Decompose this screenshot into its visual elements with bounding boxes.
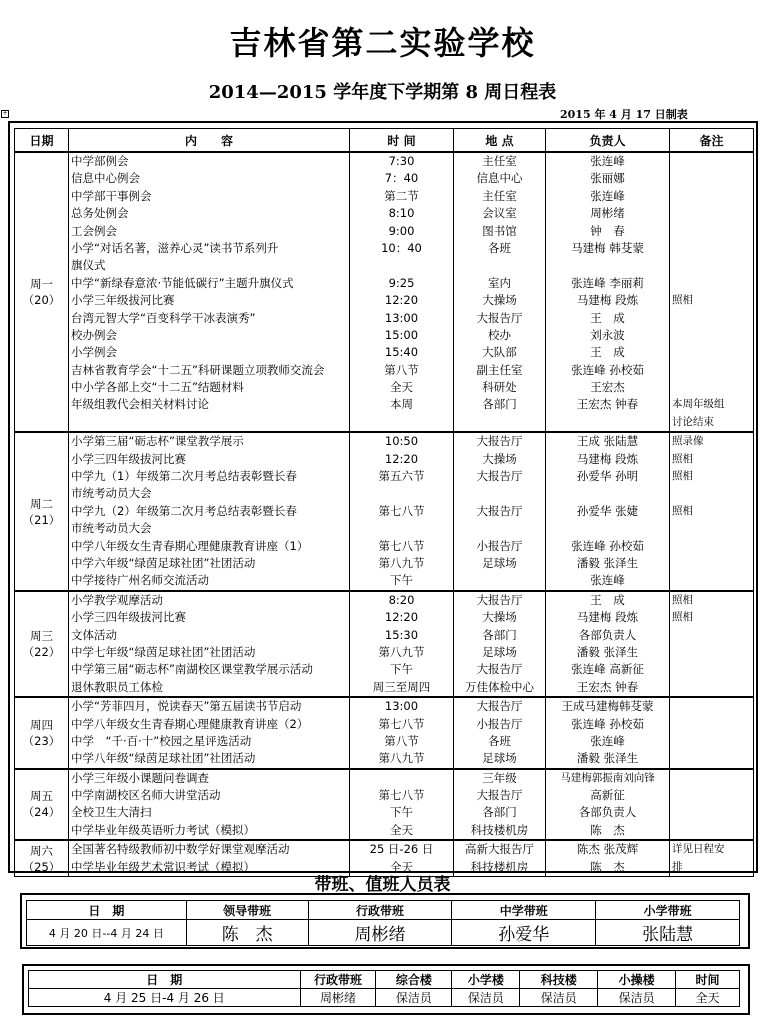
content-line: 年级组教代会相关材料讨论: [71, 397, 209, 412]
content-line: 小学教学观摩活动: [71, 592, 163, 607]
content-line: [71, 414, 347, 431]
note-line: [672, 188, 751, 205]
duty2-v-admin: 周彬绪: [300, 989, 376, 1007]
person-line: [548, 257, 667, 274]
table-header-row: [15, 129, 754, 153]
day-date: （24）: [22, 805, 61, 820]
place-line: 副主任室: [476, 362, 523, 377]
day-name: 周一: [30, 277, 53, 292]
time-line: [352, 520, 451, 537]
duty2-v-tech-bldg: 保洁员: [520, 989, 598, 1007]
duty2-value-row: [29, 989, 740, 1007]
person-cell: [546, 591, 670, 697]
note-line: [672, 787, 751, 804]
day-name: 周三: [30, 628, 53, 643]
place-cell: [454, 769, 546, 841]
person-cell: [546, 769, 670, 841]
duty2-v-gym-bldg: 保洁员: [598, 989, 676, 1007]
day-name: 周二: [30, 496, 53, 511]
duty2-h-time: 时间: [676, 971, 740, 989]
person-line: 钟 春: [590, 223, 625, 238]
note-line: 照相: [672, 504, 693, 517]
place-line: 各部门: [482, 627, 517, 642]
content-line: 中学毕业年级英语听力考试（模拟）: [71, 822, 255, 837]
content-cell: [69, 591, 350, 697]
time-line: 全天: [390, 380, 413, 395]
place-line: 小报告厅: [476, 538, 523, 553]
content-line: 中学 “千·百·十”校园之星评选活动: [71, 733, 252, 748]
content-line: 工会例会: [71, 223, 117, 238]
note-cell: [670, 432, 754, 591]
content-line: 中学毕业年级艺术常识考试（模拟）: [71, 859, 255, 874]
place-line: 校办: [488, 327, 511, 342]
person-line: 张连峰: [590, 733, 625, 748]
content-line: 中学七年级“绿茵足球社团”社团活动: [71, 644, 256, 659]
duty2-h-date: 日 期: [29, 971, 301, 989]
place-line: [456, 520, 543, 537]
duty1-v-date: 4 月 20 日--4 月 24 日: [27, 920, 187, 946]
note-line: 本周年级组: [672, 398, 725, 411]
duty1-value-row: [27, 920, 740, 946]
note-line: [672, 275, 751, 292]
note-line: [672, 310, 751, 327]
day-name: 周六: [30, 843, 53, 858]
time-line: 12:20: [384, 451, 419, 466]
time-line: 13:00: [384, 310, 419, 325]
person-line: 各部负责人: [578, 627, 637, 642]
time-cell: [350, 769, 454, 841]
person-line: 王宏杰 钟春: [576, 679, 639, 694]
place-line: 科技楼机房: [470, 859, 529, 874]
time-line: 下午: [390, 662, 413, 677]
note-line: [672, 538, 751, 555]
content-line: 中学接待广州名师交流活动: [71, 573, 209, 588]
person-line: 王 成: [590, 310, 625, 325]
content-line: 中学九（2）年级第二次月考总结表彰暨长春: [71, 503, 297, 518]
person-line: 王成马建梅韩芟蒙: [561, 699, 654, 714]
day-date: （20）: [22, 293, 61, 308]
time-cell: [350, 591, 454, 697]
note-cell: [670, 697, 754, 769]
time-line: 下午: [390, 805, 413, 820]
duty1-h-admin: 行政带班: [308, 901, 452, 920]
header-place: 地 点: [454, 129, 546, 153]
person-line: 刘永波: [590, 327, 625, 342]
person-line: 张连峰 孙校茹: [571, 538, 644, 553]
duty2-v-date: 4 月 25 日-4 月 26 日: [29, 989, 301, 1007]
person-line: 张连峰: [590, 188, 625, 203]
note-line: [672, 362, 751, 379]
note-line: [672, 205, 751, 222]
person-line: 王宏杰: [590, 380, 625, 395]
place-line: 大报告厅: [476, 503, 523, 518]
time-line: [352, 770, 451, 787]
time-line: 7：40: [384, 171, 419, 186]
content-line: 小学三年级小课题问卷调查: [71, 770, 209, 785]
time-line: 13:00: [384, 699, 419, 714]
table-anchor-icon[interactable]: +: [2, 110, 8, 117]
note-line: 照录像: [672, 435, 704, 448]
place-cell: [454, 432, 546, 591]
content-cell: [69, 769, 350, 841]
note-line: [672, 627, 751, 644]
day-cell: [15, 432, 69, 591]
person-line: 潘毅 张泽生: [576, 644, 639, 659]
header-date: 日期: [15, 129, 69, 153]
content-line: 小学“芳菲四月，悦读春天”第五届读书节启动: [71, 699, 302, 714]
person-line: 马建梅郭振南刘向锋: [560, 771, 655, 784]
school-title: 吉林省第二实验学校: [229, 24, 536, 62]
note-line: [672, 750, 751, 767]
person-line: [548, 520, 667, 537]
place-line: 大报告厅: [476, 699, 523, 714]
place-line: 足球场: [482, 555, 517, 570]
content-line: 中学部例会: [71, 154, 129, 168]
time-line: 15:00: [384, 327, 419, 342]
person-cell: [546, 152, 670, 432]
person-line: 潘毅 张泽生: [576, 555, 639, 570]
person-line: 各部负责人: [578, 805, 637, 820]
place-line: 小报告厅: [476, 716, 523, 731]
note-line: 照相: [672, 593, 693, 606]
header-person: 负责人: [546, 129, 670, 153]
note-cell: [670, 769, 754, 841]
content-line: 中学八年级“绿茵足球社团”社团活动: [71, 751, 256, 766]
time-line: 第五六节: [378, 469, 425, 484]
time-line: 12:20: [384, 610, 419, 625]
time-line: 周三至周四: [372, 679, 431, 694]
content-line: 中学南湖校区名师大讲堂活动: [71, 788, 221, 803]
content-line: 中学八年级女生青春期心理健康教育讲座（1）: [71, 538, 309, 553]
place-cell: [454, 152, 546, 432]
day-row: [15, 432, 754, 591]
duty1-header-row: [27, 901, 740, 920]
day-date: （25）: [22, 859, 61, 874]
made-date: 2015 年 4 月 17 日制表: [560, 108, 688, 121]
note-line: [672, 555, 751, 572]
content-line: 中学九（1）年级第二次月考总结表彰暨长春: [71, 469, 297, 484]
place-line: 万佳体检中心: [465, 679, 534, 694]
time-line: 12:20: [384, 293, 419, 308]
note-line: 排: [672, 860, 683, 873]
content-cell: [69, 152, 350, 432]
duty-table-2: [28, 970, 740, 1007]
day-date: （22）: [22, 644, 61, 659]
person-cell: [546, 432, 670, 591]
note-line: [672, 716, 751, 733]
note-cell: [670, 152, 754, 432]
note-line: [672, 223, 751, 240]
place-line: [456, 572, 543, 589]
time-line: [352, 257, 451, 274]
note-line: 照相: [672, 452, 693, 465]
content-line: 吉林省教育学会“十二五”科研课题立项教师交流会: [71, 362, 325, 377]
place-line: 大报告厅: [476, 788, 523, 803]
place-line: 各班: [488, 733, 511, 748]
time-line: 7:30: [388, 154, 415, 168]
note-line: [672, 379, 751, 396]
time-line: 15:30: [384, 627, 419, 642]
time-line: 8:10: [388, 206, 415, 221]
note-line: [672, 698, 751, 715]
time-cell: [350, 152, 454, 432]
person-line: 张丽娜: [590, 171, 625, 186]
person-line: 王成 张陆慧: [576, 434, 639, 449]
note-line: [672, 822, 751, 839]
time-line: [352, 485, 451, 502]
time-line: 第八九节: [378, 644, 425, 659]
note-line: 详见日程安: [672, 843, 725, 856]
note-line: [672, 520, 751, 537]
person-line: 陈 杰: [590, 859, 625, 874]
person-line: 张连峰 孙校茹: [571, 362, 644, 377]
person-line: 高新征: [590, 788, 625, 803]
person-line: 马建梅 段炼: [576, 293, 639, 308]
time-line: 8:20: [388, 592, 415, 607]
day-date: （23）: [22, 733, 61, 748]
schedule-subtitle: 2014—2015 学年度下学期第 8 周日程表: [208, 82, 557, 103]
content-line: 中学部干事例会: [71, 188, 152, 203]
person-line: 张连峰: [590, 573, 625, 588]
header-time: 时 间: [350, 129, 454, 153]
time-line: 全天: [390, 822, 413, 837]
duty1-h-middle: 中学带班: [452, 901, 596, 920]
person-line: 马建梅 韩芟蒙: [571, 240, 644, 255]
place-line: 各部门: [482, 805, 517, 820]
content-line: 市统考动员大会: [71, 521, 152, 536]
place-line: 科研处: [482, 380, 517, 395]
person-line: [548, 414, 667, 431]
person-line: 张连峰 高新征: [571, 662, 644, 677]
content-line: 台湾元智大学“百变科学干冰表演秀”: [71, 310, 256, 325]
place-line: 信息中心: [476, 171, 523, 186]
content-line: 中小学各部上交“十二五”结题材料: [71, 380, 244, 395]
duty2-h-tech-bldg: 科技楼: [520, 971, 598, 989]
duty2-h-complex: 综合楼: [376, 971, 452, 989]
duty1-v-admin: 周彬绪: [308, 920, 452, 946]
place-line: 大报告厅: [476, 434, 523, 449]
place-line: 三年级: [482, 770, 517, 785]
note-line: [672, 679, 751, 696]
header-note: 备注: [670, 129, 754, 153]
person-line: 王 成: [590, 345, 625, 360]
content-line: 小学第三届“砺志杯”课堂教学展示: [71, 434, 244, 449]
duty1-h-date: 日 期: [27, 901, 187, 920]
note-line: [672, 344, 751, 361]
content-line: 中学八年级女生青春期心理健康教育讲座（2）: [71, 716, 309, 731]
note-line: [672, 153, 751, 170]
place-cell: [454, 697, 546, 769]
person-line: 张连峰 李丽莉: [571, 275, 644, 290]
place-line: 大操场: [482, 451, 517, 466]
note-line: [672, 170, 751, 187]
person-line: 王 成: [590, 592, 625, 607]
time-line: [352, 414, 451, 431]
duty2-v-complex: 保洁员: [376, 989, 452, 1007]
day-cell: [15, 591, 69, 697]
time-line: 第七八节: [378, 716, 425, 731]
place-line: 高新大报告厅: [465, 842, 534, 857]
place-line: 大报告厅: [476, 592, 523, 607]
note-cell: [670, 591, 754, 697]
duty2-h-admin: 行政带班: [300, 971, 376, 989]
place-line: 科技楼机房: [470, 822, 529, 837]
place-line: 各部门: [482, 397, 517, 412]
note-line: 照相: [672, 470, 693, 483]
time-line: 第七八节: [378, 788, 425, 803]
person-line: 马建梅 段炼: [576, 451, 639, 466]
place-line: 主任室: [482, 154, 517, 168]
day-row: [15, 152, 754, 432]
place-line: 会议室: [482, 206, 517, 221]
place-cell: [454, 591, 546, 697]
content-line: 小学三四年级拔河比赛: [71, 451, 186, 466]
person-line: 潘毅 张泽生: [576, 751, 639, 766]
note-line: 讨论结束: [672, 415, 714, 428]
place-line: 图书馆: [482, 223, 517, 238]
place-line: [456, 414, 543, 431]
content-line: 文体活动: [71, 627, 117, 642]
note-line: [672, 485, 751, 502]
day-date: （21）: [22, 512, 61, 527]
note-line: [672, 733, 751, 750]
note-line: [672, 644, 751, 661]
day-cell: [15, 769, 69, 841]
note-line: [672, 257, 751, 274]
content-line: 小学“对话名著，滋养心灵”读书节系列升: [71, 240, 279, 255]
place-line: 各班: [488, 240, 511, 255]
person-line: [548, 485, 667, 502]
time-line: 第八节: [384, 733, 419, 748]
note-line: [672, 770, 751, 787]
place-line: 大报告厅: [476, 310, 523, 325]
person-line: 孙爱华 张婕: [576, 503, 639, 518]
duty1-v-leader: 陈 杰: [186, 920, 308, 946]
content-cell: [69, 697, 350, 769]
time-cell: [350, 432, 454, 591]
content-line: 总务处例会: [71, 206, 129, 221]
time-line: 下午: [390, 573, 413, 588]
place-line: 大队部: [482, 345, 517, 360]
time-line: 9:25: [388, 275, 415, 290]
duty1-v-primary: 张陆慧: [596, 920, 740, 946]
content-line: 全国著名特级教师初中数学好课堂观摩活动: [71, 842, 290, 857]
duty-table-1: [26, 900, 740, 946]
duty1-v-middle: 孙爱华: [452, 920, 596, 946]
duty2-h-gym-bldg: 小操楼: [598, 971, 676, 989]
time-line: 10:50: [384, 434, 419, 449]
weekly-schedule-table: [14, 128, 754, 877]
time-line: 15:40: [384, 345, 419, 360]
time-line: 第七八节: [378, 503, 425, 518]
note-line: [672, 804, 751, 821]
day-name: 周五: [30, 789, 53, 804]
person-line: 陈杰 张茂辉: [576, 842, 639, 857]
day-cell: [15, 697, 69, 769]
note-line: 照相: [672, 294, 693, 307]
time-line: 第二节: [384, 188, 419, 203]
person-line: 张连峰 孙校茹: [571, 716, 644, 731]
content-line: 全校卫生大清扫: [71, 805, 152, 820]
duty2-h-primary-bldg: 小学楼: [452, 971, 520, 989]
day-row: [15, 769, 754, 841]
content-line: 市统考动员大会: [71, 486, 152, 501]
person-line: 陈 杰: [590, 822, 625, 837]
person-cell: [546, 697, 670, 769]
time-line: 第七八节: [378, 538, 425, 553]
duty1-h-primary: 小学带班: [596, 901, 740, 920]
time-line: 第八九节: [378, 555, 425, 570]
note-line: [672, 572, 751, 589]
place-line: 主任室: [482, 188, 517, 203]
content-line: 小学三年级拔河比赛: [71, 293, 175, 308]
content-line: 小学三四年级拔河比赛: [71, 610, 186, 625]
header-content: 内 容: [69, 129, 350, 153]
note-line: 照相: [672, 611, 693, 624]
day-name: 周四: [30, 717, 53, 732]
content-cell: [69, 432, 350, 591]
duty1-h-leader: 领导带班: [186, 901, 308, 920]
place-line: 大操场: [482, 610, 517, 625]
content-line: 中学“新绿春意浓·节能低碳行”主题升旗仪式: [71, 275, 294, 290]
person-line: 马建梅 段炼: [576, 610, 639, 625]
note-line: [672, 661, 751, 678]
duty2-header-row: [29, 971, 740, 989]
content-line: 中学六年级“绿茵足球社团”社团活动: [71, 555, 256, 570]
time-line: 本周: [390, 397, 413, 412]
content-line: 信息中心例会: [71, 171, 140, 186]
time-line: 全天: [390, 859, 413, 874]
time-line: 10：40: [381, 240, 422, 255]
time-line: 第八九节: [378, 751, 425, 766]
place-line: 室内: [488, 275, 511, 290]
content-line: 中学第三届“砺志杯”南湖校区课堂教学展示活动: [71, 662, 313, 677]
day-row: [15, 591, 754, 697]
time-line: 9:00: [388, 223, 415, 238]
place-line: 大报告厅: [476, 662, 523, 677]
place-line: 足球场: [482, 751, 517, 766]
content-line: 旗仪式: [71, 258, 106, 273]
time-cell: [350, 697, 454, 769]
place-line: [456, 485, 543, 502]
duty2-v-primary-bldg: 保洁员: [452, 989, 520, 1007]
person-line: 周彬绪: [590, 206, 625, 221]
place-line: 大报告厅: [476, 469, 523, 484]
duty2-v-time: 全天: [676, 989, 740, 1007]
person-line: 孙爱华 孙明: [576, 469, 639, 484]
time-line: 第八节: [384, 362, 419, 377]
day-cell: [15, 152, 69, 432]
place-line: [456, 257, 543, 274]
person-line: 王宏杰 钟春: [576, 397, 639, 412]
place-line: 大操场: [482, 293, 517, 308]
content-line: 校办例会: [71, 327, 117, 342]
duty-title: 带班、值班人员表: [314, 875, 451, 895]
place-line: 足球场: [482, 644, 517, 659]
note-line: [672, 327, 751, 344]
content-line: 退休教职员工体检: [71, 679, 163, 694]
time-line: 25 日-26 日: [369, 842, 434, 857]
content-line: 小学例会: [71, 345, 117, 360]
note-line: [672, 240, 751, 257]
day-row: [15, 697, 754, 769]
person-line: 张连峰: [590, 154, 625, 168]
